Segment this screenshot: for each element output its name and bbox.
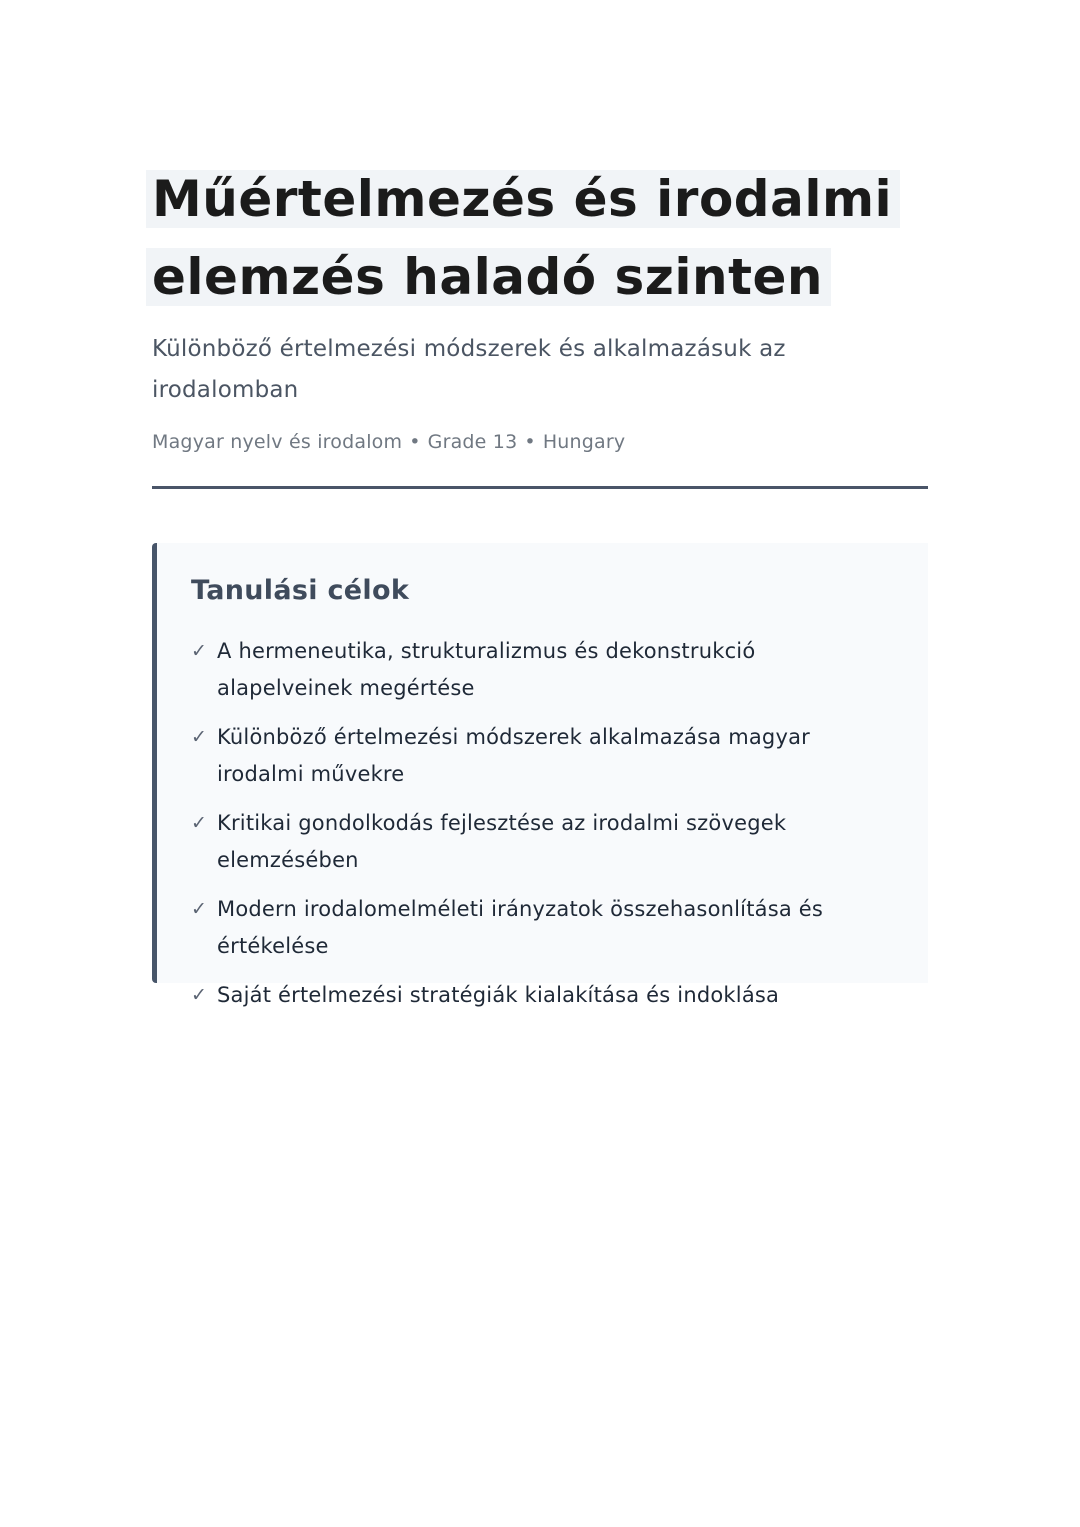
learning-objectives-list	[191, 633, 888, 1014]
objective-text: Kritikai gondolkodás fejlesztése az irodalmi szövegek elemzésében	[217, 811, 787, 872]
objective-item	[191, 891, 888, 965]
page-subtitle: Különböző értelmezési módszerek és alkalmazásuk az irodalomban	[152, 336, 786, 403]
checkmark-icon: ✓	[191, 812, 207, 834]
header-divider	[152, 486, 928, 489]
objective-text: Különböző értelmezési módszerek alkalmazása magyar irodalmi művekre	[217, 725, 810, 786]
objective-text: A hermeneutika, strukturalizmus és dekonstrukció alapelveinek megértése	[217, 639, 756, 700]
learning-objectives-heading: Tanulási célok	[191, 575, 410, 606]
objective-item	[191, 719, 888, 793]
meta-separator: •	[409, 431, 421, 453]
checkmark-icon: ✓	[191, 898, 207, 920]
learning-objectives-panel	[152, 543, 928, 1007]
meta-separator: •	[524, 431, 536, 453]
objective-item	[191, 977, 888, 1014]
objective-item	[191, 805, 888, 879]
objective-text: Modern irodalomelméleti irányzatok összehasonlítása és értékelése	[217, 897, 824, 958]
meta-subject: Magyar nyelv és irodalom	[152, 431, 403, 453]
page-title-line-1: Műértelmezés és irodalmi	[146, 170, 900, 228]
checkmark-icon: ✓	[191, 984, 207, 1006]
checkmark-icon: ✓	[191, 640, 207, 662]
objective-text: Saját értelmezési stratégiák kialakítása és indoklása	[217, 983, 780, 1007]
document-meta	[152, 429, 928, 455]
page-title-line-2: elemzés haladó szinten	[146, 248, 831, 306]
document-page	[152, 160, 928, 1007]
page-title	[152, 160, 928, 316]
meta-country: Hungary	[542, 431, 626, 453]
meta-grade: Grade 13	[427, 431, 518, 453]
checkmark-icon: ✓	[191, 726, 207, 748]
objective-item	[191, 633, 888, 707]
